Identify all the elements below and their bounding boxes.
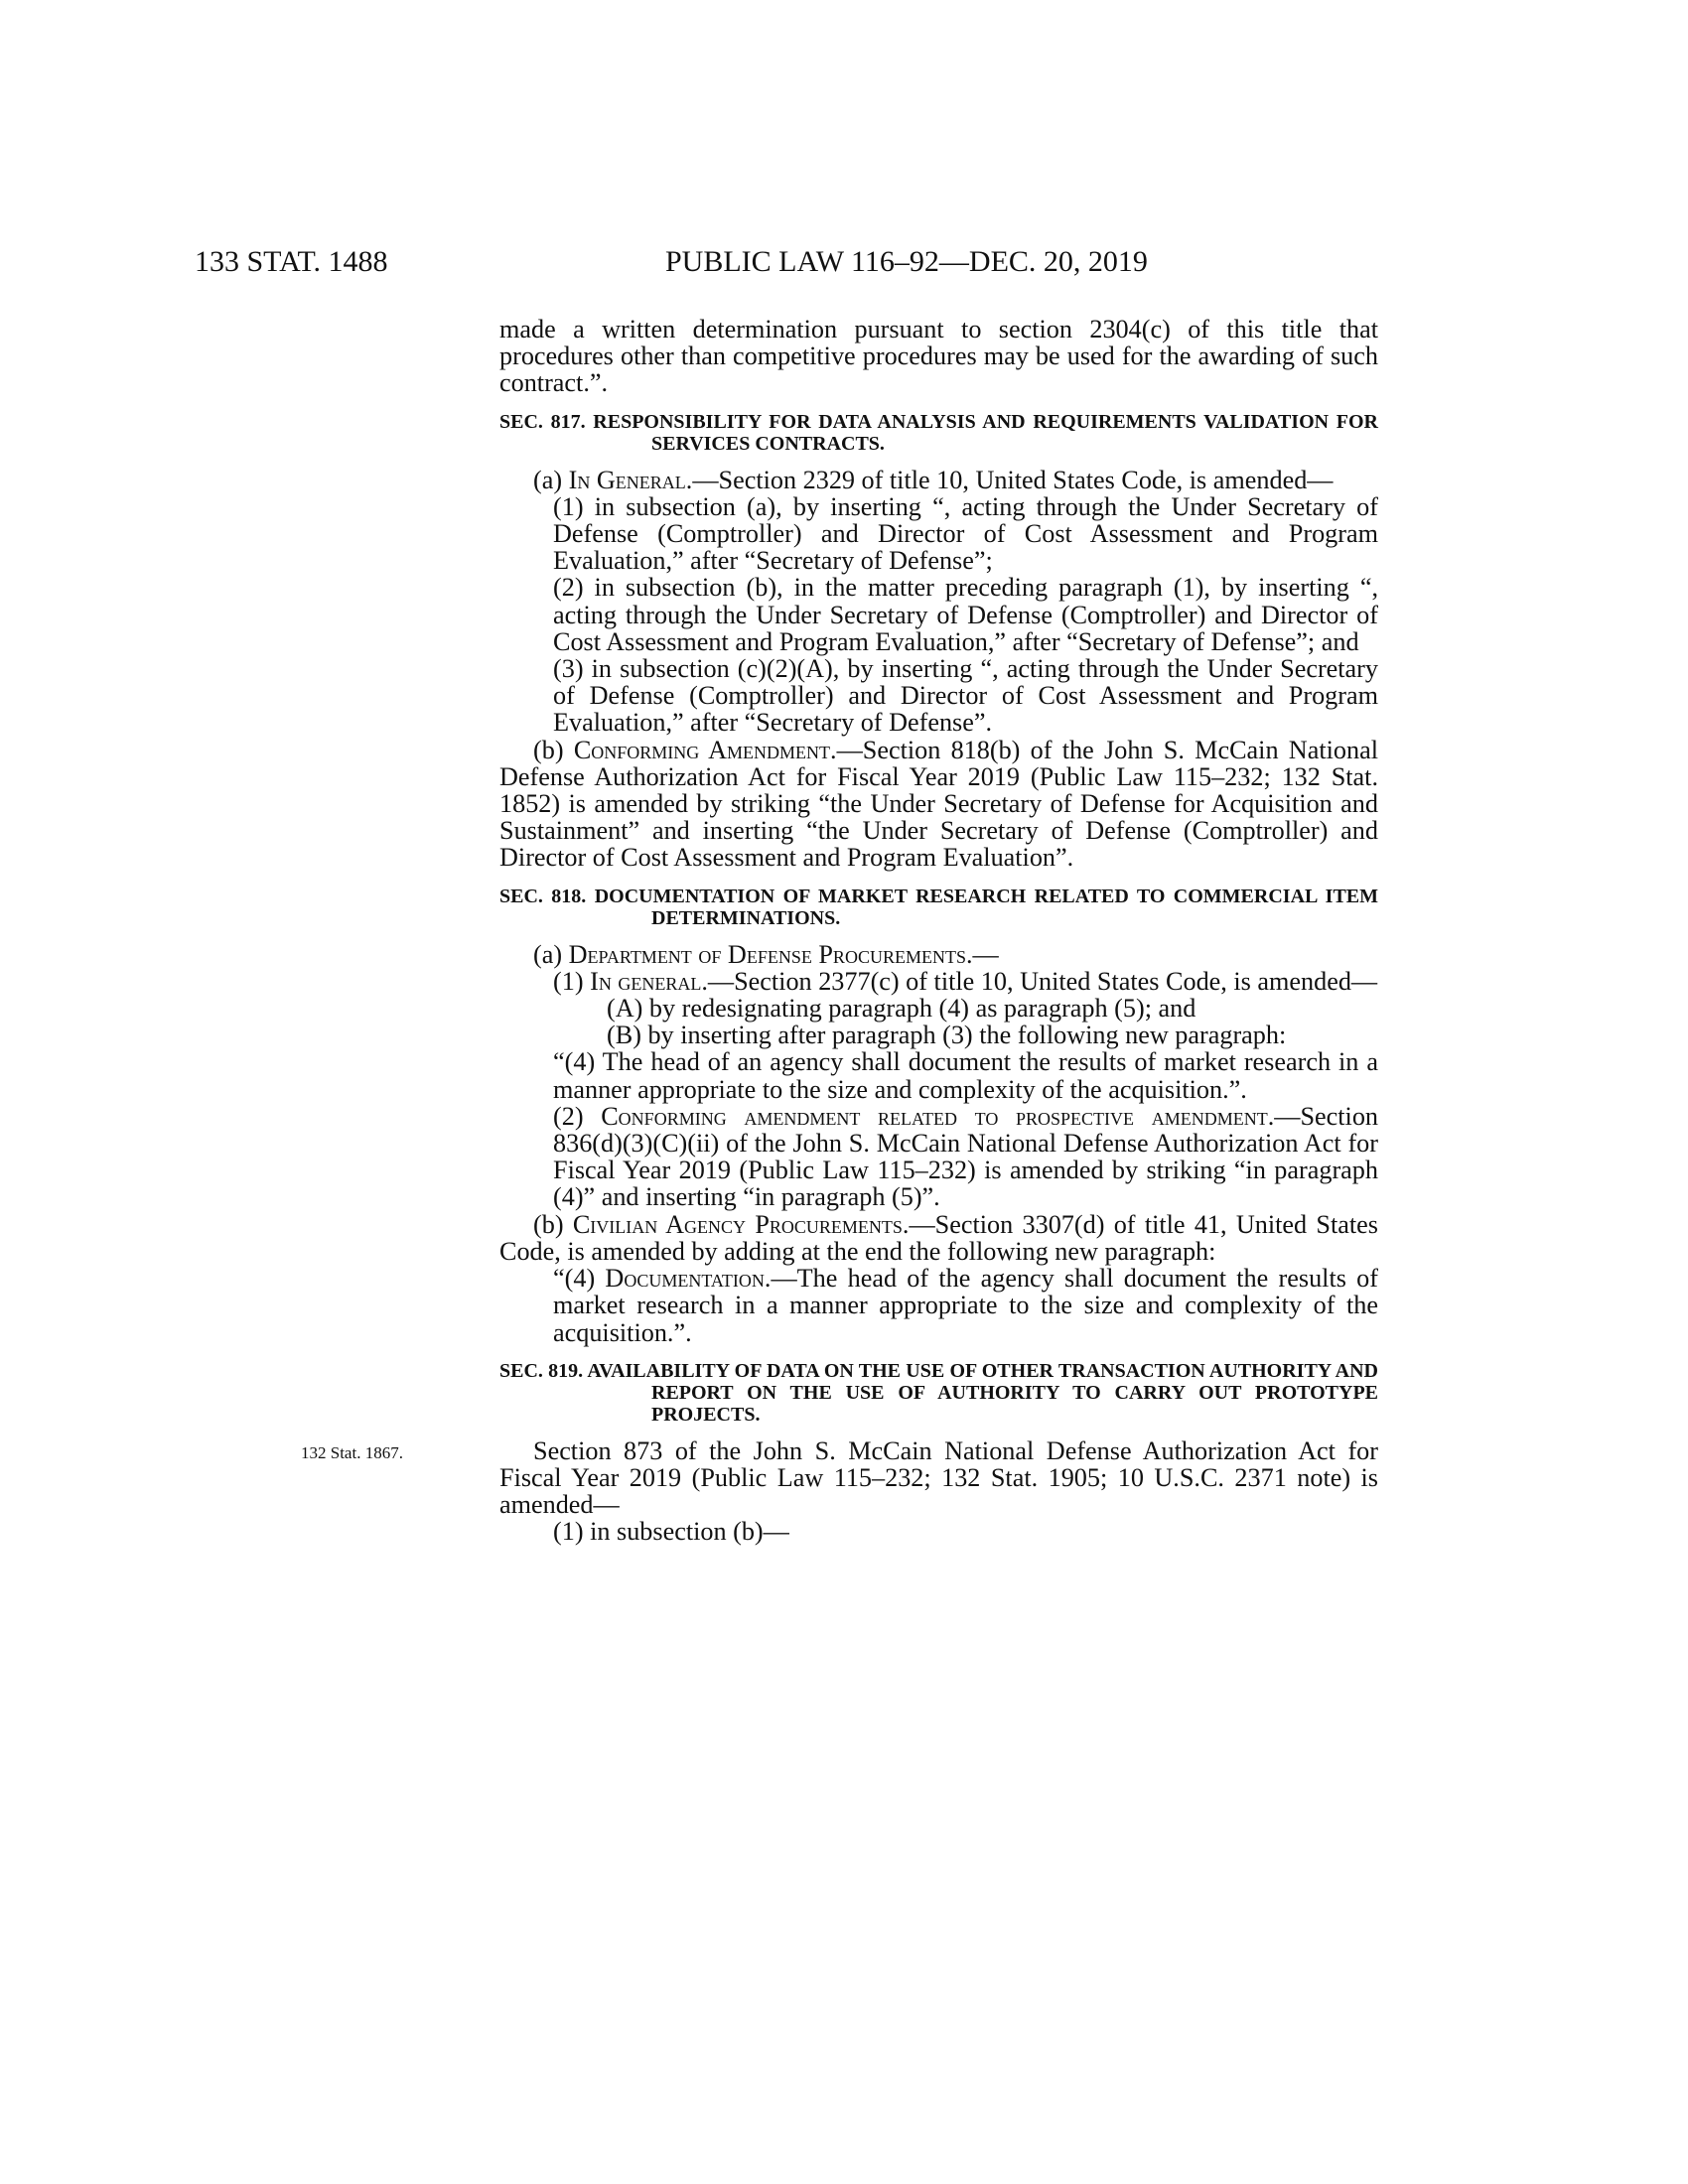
- sec819-intro: Section 873 of the John S. McCain National Defense Authorization Act for Fiscal Year 2019 (Public Law 115–232; 132 Stat. 1905; 10 U.S.C. 2371 note) is amended—: [499, 1435, 1378, 1520]
- continuation-paragraph: made a written determination pursuant to section 2304(c) of this title that procedures other than competitive procedures may be used for the awarding of such contract.”.: [499, 315, 1378, 398]
- section-818-heading: SEC. 818. DOCUMENTATION OF MARKET RESEARCH RELATED TO COMMERCIAL ITEM DETERMINATIONS.: [499, 885, 1378, 929]
- sec818-subparagraph-A: (A) by redesignating paragraph (4) as paragraph (5); and: [607, 994, 1196, 1024]
- sec817-subsection-a: (a) In General.—Section 2329 of title 10, United States Code, is amended—: [533, 465, 1334, 494]
- margin-note: 132 Stat. 1867.: [301, 1443, 403, 1462]
- sec817-subsection-b: (b) Conforming Amendment.—Section 818(b) of the John S. McCain National Defense Authorization Act for Fiscal Year 2019 (Public Law 115–232; 132 Stat. 1852) is amended by striking “the Under Secretary of Defense for Acquisition and Sustainment” and inserting “the Under Secretary of Defense (Comptroller) and Director of Cost Assessment and Program Evaluation”.: [499, 735, 1378, 873]
- sec818-subsection-a: (a) Department of Defense Procurements.—: [533, 939, 999, 969]
- section-817-heading: SEC. 817. RESPONSIBILITY FOR DATA ANALYSIS AND REQUIREMENTS VALIDATION FOR SERVICES CONTRACTS.: [499, 410, 1378, 455]
- section-819-heading: SEC. 819. AVAILABILITY OF DATA ON THE USE OF OTHER TRANSACTION AUTHORITY AND REPORT ON THE USE OF AUTHORITY TO CARRY OUT PROTOTYPE PROJECTS.: [499, 1359, 1378, 1426]
- sec818-quoted-paragraph-4: “(4) The head of an agency shall document the results of market research in a manner appropriate to the size and complexity of the acquisition.”.: [553, 1047, 1378, 1104]
- sec819-paragraph-1: (1) in subsection (b)—: [553, 1517, 789, 1547]
- sec818-paragraph-1: (1) In general.—Section 2377(c) of title 10, United States Code, is amended—: [553, 966, 1378, 996]
- sec818-paragraph-2: (2) Conforming amendment related to prospective amendment.—Section 836(d)(3)(C)(ii) of the John S. McCain National Defense Authorization Act for Fiscal Year 2019 (Public Law 115–232) is amended by striking “in paragraph (4)” and inserting “in paragraph (5)”.: [553, 1101, 1379, 1212]
- sec818-quoted-documentation: “(4) Documentation.—The head of the agency shall document the results of market research in a manner appropriate to the size and complexity of the acquisition.”.: [553, 1264, 1378, 1347]
- sec817-paragraph-3: (3) in subsection (c)(2)(A), by inserting “, acting through the Under Secretary of Defense (Comptroller) and Director of Cost Assessment and Program Evaluation,” after “Secretary of Defense”.: [553, 654, 1378, 738]
- sec817-paragraph-1: (1) in subsection (a), by inserting “, acting through the Under Secretary of Defense (Comptroller) and Director of Cost Assessment and Program Evaluation,” after “Secretary of Defense”;: [553, 491, 1378, 576]
- stat-page-reference: 133 STAT. 1488: [195, 245, 388, 278]
- public-law-citation: PUBLIC LAW 116–92—DEC. 20, 2019: [665, 245, 1148, 278]
- sec818-subparagraph-B: (B) by inserting after paragraph (3) the following new paragraph:: [607, 1021, 1287, 1050]
- running-header: [0, 242, 1688, 282]
- sec817-paragraph-2: (2) in subsection (b), in the matter preceding paragraph (1), by inserting “, acting through the Under Secretary of Defense (Comptroller) and Director of Cost Assessment and Program Evaluation,” after “Secretary of Defense”; and: [553, 573, 1378, 656]
- sec818-subsection-b: (b) Civilian Agency Procurements.—Section 3307(d) of title 41, United States Code, is amended by adding at the end the following new paragraph:: [499, 1209, 1378, 1266]
- document-body: [499, 316, 1378, 1546]
